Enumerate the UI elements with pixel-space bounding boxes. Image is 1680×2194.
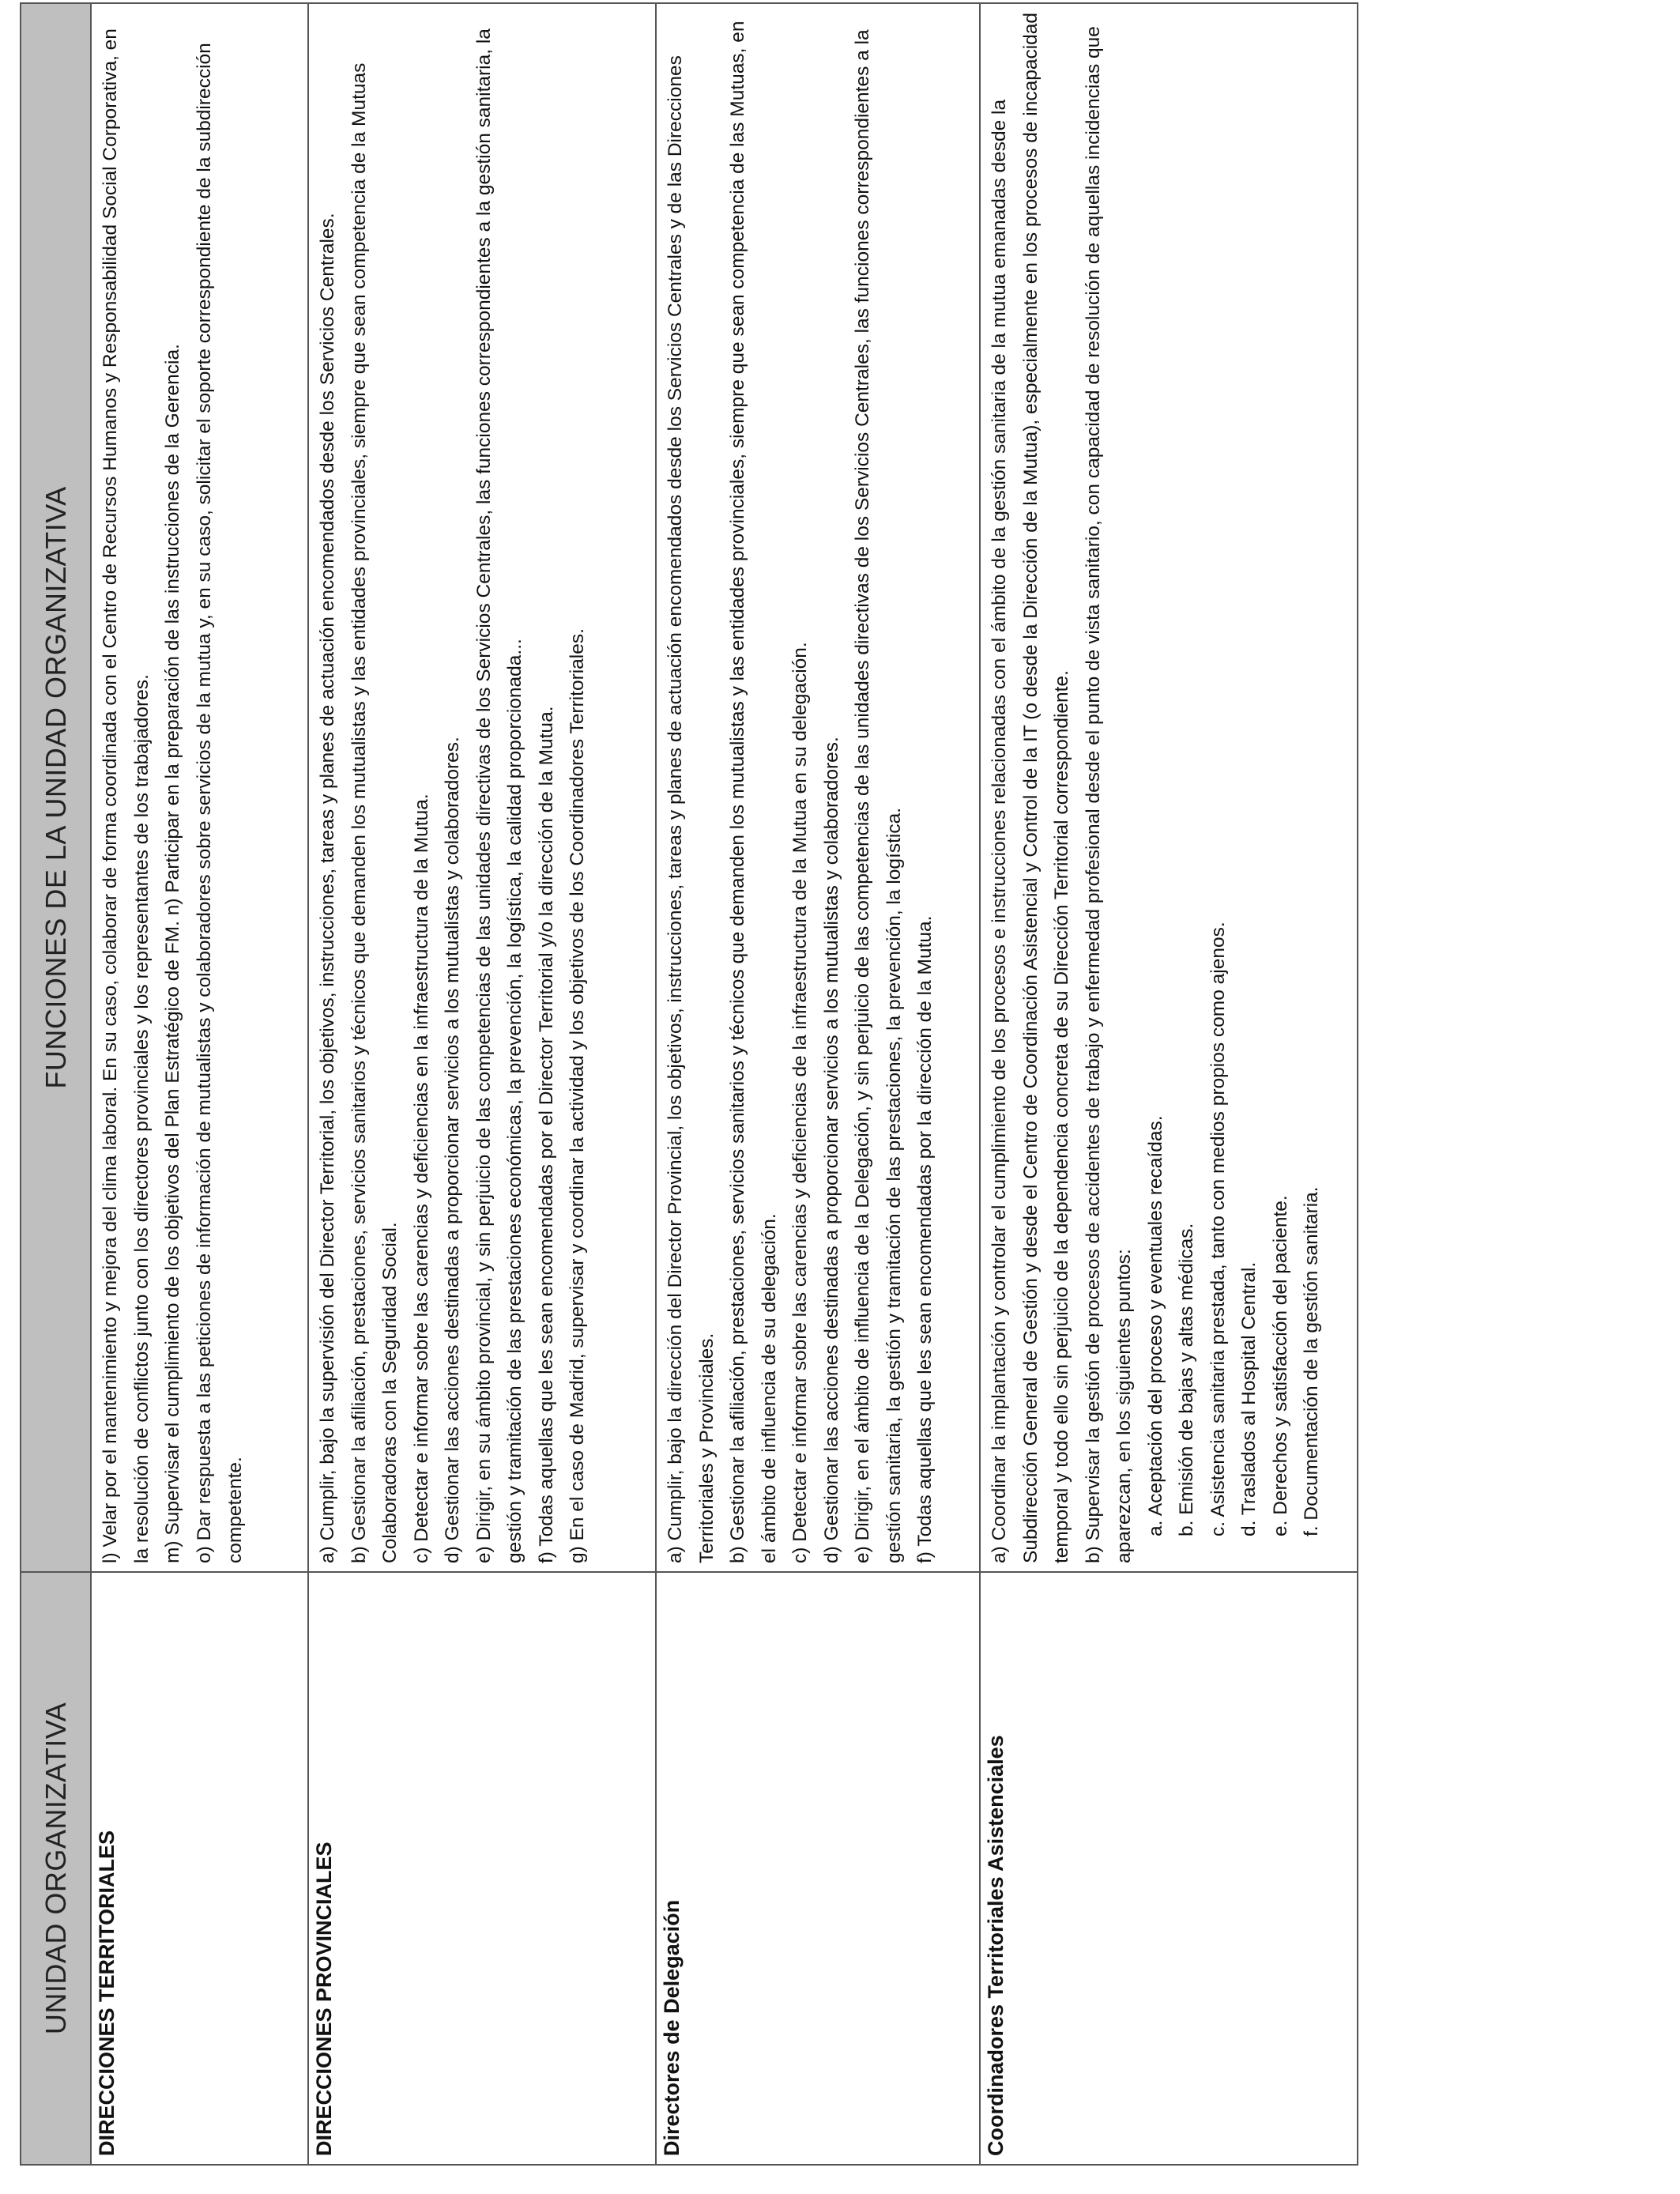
table-row xyxy=(656,3,980,2165)
function-subitem: c. Asistencia sanitaria prestada, tanto con medios propios como ajenos. xyxy=(1207,922,1229,1536)
organizational-table xyxy=(20,2,1358,2166)
table-row xyxy=(980,3,1358,2165)
header-unit: UNIDAD ORGANIZATIVA xyxy=(21,1572,91,2165)
function-item: f) Todas aquellas que les sean encomendadas por la dirección de la Mutua. xyxy=(914,915,936,1563)
function-item: a) Cumplir, bajo la supervisión del Director Territorial, los objetivos, instrucciones, tareas y planes de actuación encomendados desde los Servicios Centrales. xyxy=(317,213,338,1563)
unit-functions xyxy=(656,3,980,1572)
unit-functions xyxy=(980,3,1358,1572)
rotated-page xyxy=(20,4,1355,2166)
function-item: b) Supervisar la gestión de procesos de accidentes de trabajo y enfermedad profesional desde el punto de vista sanitario, con capacidad de resolución de aquellas incidencias que aparezcan, en los siguientes puntos: xyxy=(1082,26,1135,1563)
function-item: g) En el caso de Madrid, supervisar y coordinar la actividad y los objetivos de los Coordinadores Territoriales. xyxy=(567,628,588,1563)
header-functions: FUNCIONES DE LA UNIDAD ORGANIZATIVA xyxy=(21,3,91,1572)
function-item: c) Detectar e informar sobre las carencias y deficiencias en la infraestructura de la Mutua. xyxy=(410,794,432,1563)
function-item: a) Cumplir, bajo la dirección del Director Provincial, los objetivos, instrucciones, tareas y planes de actuación encomendados desde los Servicios Centrales y de las Direcciones Territoriales y Provinciales. xyxy=(665,55,718,1563)
function-item: m) Supervisar el cumplimiento de los objetivos del Plan Estratégico de FM. n) Participar en la preparación de las instrucciones de la Gerencia. xyxy=(162,344,183,1563)
table-header-row xyxy=(21,3,91,2165)
function-item: c) Detectar e informar sobre las carencias y deficiencias de la infraestructura de la Mutua en su delegación. xyxy=(789,642,811,1563)
function-item: b) Gestionar la afiliación, prestaciones, servicios sanitarios y técnicos que demanden los mutualistas y las entidades provinciales, siempre que sean competencia de la Mutuas Colaboradoras con la Seguridad Social. xyxy=(348,62,401,1563)
function-subitem: b. Emisión de bajas y altas médicas. xyxy=(1176,1223,1197,1536)
table-row xyxy=(308,3,656,2165)
unit-name: DIRECCIONES TERRITORIALES xyxy=(91,1572,308,2165)
function-subitem: a. Aceptación del proceso y eventuales recaídas. xyxy=(1144,1115,1166,1536)
table-row xyxy=(91,3,308,2165)
function-item: e) Dirigir, en su ámbito provincial, y sin perjuicio de las competencias de las unidades directivas de los Servicios Centrales, las funciones correspondientes a la gestión sanitaria, la gestión y tramitación de las prestaciones económicas, la prevención, la logística, la calidad proporcionada... xyxy=(473,28,525,1563)
unit-name: DIRECCIONES PROVINCIALES xyxy=(308,1572,656,2165)
unit-functions xyxy=(308,3,656,1572)
unit-name: Coordinadores Territoriales Asistenciales xyxy=(980,1572,1358,2165)
function-subitem: f. Documentación de la gestión sanitaria. xyxy=(1301,1186,1322,1536)
function-item: f) Todas aquellas que les sean encomendadas por el Director Territorial y/o la dirección de la Mutua. xyxy=(535,706,557,1563)
function-item: d) Gestionar las acciones destinadas a proporcionar servicios a los mutualistas y colaboradores. xyxy=(442,737,463,1563)
function-subitem: d. Traslados al Hospital Central. xyxy=(1238,1261,1260,1536)
function-item: l) Velar por el mantenimiento y mejora del clima laboral. En su caso, colaborar de forma coordinada con el Centro de Recursos Humanos y Responsabilidad Social Corporativa, en la resolución de conflictos junto con los directores provinciales y los representantes de los trabajadores. xyxy=(100,28,153,1563)
function-item: a) Coordinar la implantación y controlar el cumplimiento de los procesos e instrucciones relacionadas con el ámbito de la gestión sanitaria de la mutua emanadas desde la Subdirección General de Gestión y desde el Centro de Coordinación Asistencial y Control de la IT (o desde la Dirección de la Mutua), especialmente en los procesos de incapacidad temporal y todo ello sin perjuicio de la dependencia concreta de su Dirección Territorial correspondiente. xyxy=(989,12,1072,1563)
unit-name: Directores de Delegación xyxy=(656,1572,980,2165)
unit-functions xyxy=(91,3,308,1572)
function-item: b) Gestionar la afiliación, prestaciones, servicios sanitarios y técnicos que demanden los mutualistas y las entidades provinciales, siempre que sean competencia de las Mutuas, en el ámbito de influencia de su delegación. xyxy=(727,21,780,1563)
function-subitem: e. Derechos y satisfacción del paciente. xyxy=(1269,1195,1291,1536)
function-item: e) Dirigir, en el ámbito de influencia de la Delegación, y sin perjuicio de las competencias de las unidades directivas de los Servicios Centrales, las funciones correspondientes a la gestión sanitaria, la gestión y tramitación de las prestaciones, la prevención, la logística. xyxy=(852,29,905,1563)
function-item: d) Gestionar las acciones destinadas a proporcionar servicios a los mutualistas y colaboradores. xyxy=(820,737,842,1563)
function-item: o) Dar respuesta a las peticiones de información de mutualistas y colaboradores sobre servicios de la mutua y, en su caso, solicitar el soporte correspondiente de la subdirección competente. xyxy=(193,43,246,1563)
